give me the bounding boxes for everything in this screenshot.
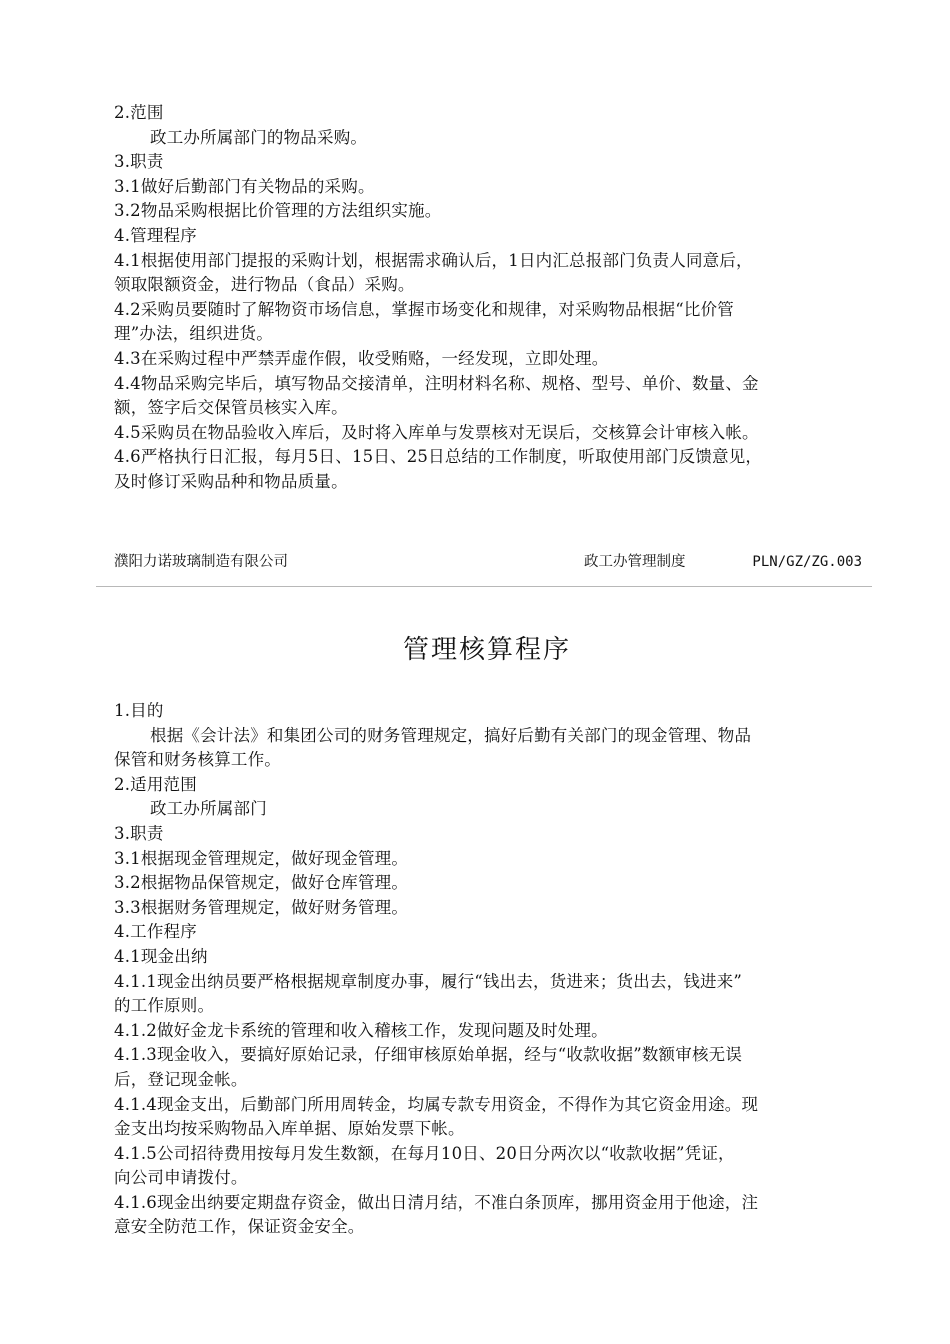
text-line: 3.职责 [114,152,164,172]
text-line: 根据《会计法》和集团公司的财务管理规定，搞好后勤有关部门的现金管理、物品 [150,725,752,745]
text-line: 4.4物品采购完毕后，填写物品交接清单，注明材料名称、规格、型号、单价、数量、金 [114,373,759,393]
text-line: 额，签字后交保管员核实入库。 [114,398,348,418]
text-line: 3.1做好后勤部门有关物品的采购。 [114,176,375,196]
accounting-procedure-section [114,699,864,1240]
page-divider [96,586,872,587]
text-line: 政工办所属部门的物品采购。 [150,127,368,147]
text-line: 4.1根据使用部门提报的采购计划，根据需求确认后，1日内汇总报部门负责人同意后， [114,250,753,270]
text-line: 及时修订采购品种和物品质量。 [114,471,348,491]
text-line: 3.2根据物品保管规定，做好仓库管理。 [114,873,409,893]
text-line: 3.2物品采购根据比价管理的方法组织实施。 [114,201,442,221]
text-line: 4.1.3现金收入，要搞好原始记录，仔细审核原始单据，经与“收款收据”数额审核无误 [114,1045,743,1065]
text-line: 4.2采购员要随时了解物资市场信息，掌握市场变化和规律，对采购物品根据“比价管 [114,299,734,319]
text-line: 3.3根据财务管理规定，做好财务管理。 [114,897,409,917]
text-line: 2.范围 [114,103,164,122]
text-line: 4.1.5公司招待费用按每月发生数额，在每月10日、20日分两次以“收款收据”凭证， [114,1143,735,1163]
text-line: 的工作原则。 [114,996,215,1016]
text-line: 领取限额资金，进行物品（食品）采购。 [114,275,415,295]
text-line: 4.管理程序 [114,225,197,245]
text-line: 2.适用范围 [114,774,197,794]
text-line: 4.1现金出纳 [114,946,208,966]
text-line: 金支出均按采购物品入库单据、原始发票下帐。 [114,1119,465,1139]
text-line: 4.1.2做好金龙卡系统的管理和收入稽核工作，发现问题及时处理。 [114,1020,608,1040]
document-code: PLN/GZ/ZG.003 [752,554,862,570]
text-line: 后，登记现金帐。 [114,1069,248,1089]
text-line: 4.1.6现金出纳要定期盘存资金，做出日清月结，不准白条顶库，挪用资金用于他途，注 [114,1192,759,1212]
text-line: 向公司申请拨付。 [114,1168,248,1188]
text-line: 3.1根据现金管理规定，做好现金管理。 [114,848,409,868]
text-line: 保管和财务核算工作。 [114,750,281,770]
manual-name: 政工办管理制度 [584,554,686,570]
text-line: 意安全防范工作，保证资金安全。 [114,1217,365,1237]
text-line: 4.6严格执行日汇报，每月5日、15日、25日总结的工作制度，听取使用部门反馈意见， [114,447,763,467]
document-title: 管理核算程序 [402,635,571,665]
text-line: 3.职责 [114,823,164,843]
text-line: 政工办所属部门 [150,799,267,819]
text-line: 4.工作程序 [114,922,197,942]
procurement-section-continued [114,101,864,495]
text-line: 4.1.4现金支出，后勤部门所用周转金，均属专款专用资金，不得作为其它资金用途。现 [114,1094,759,1114]
text-line: 理”办法，组织进货。 [114,324,273,344]
company-name: 濮阳力诺玻璃制造有限公司 [114,554,288,570]
text-line: 4.1.1现金出纳员要严格根据规章制度办事，履行“钱出去，货进来；货出去，钱进来” [114,971,743,991]
page-footer [114,550,862,574]
text-line: 4.5采购员在物品验收入库后，及时将入库单与发票核对无误后，交核算会计审核入帐。 [114,422,759,442]
text-line: 1.目的 [114,701,164,720]
text-line: 4.3在采购过程中严禁弄虚作假，收受贿赂，一经发现，立即处理。 [114,348,609,368]
